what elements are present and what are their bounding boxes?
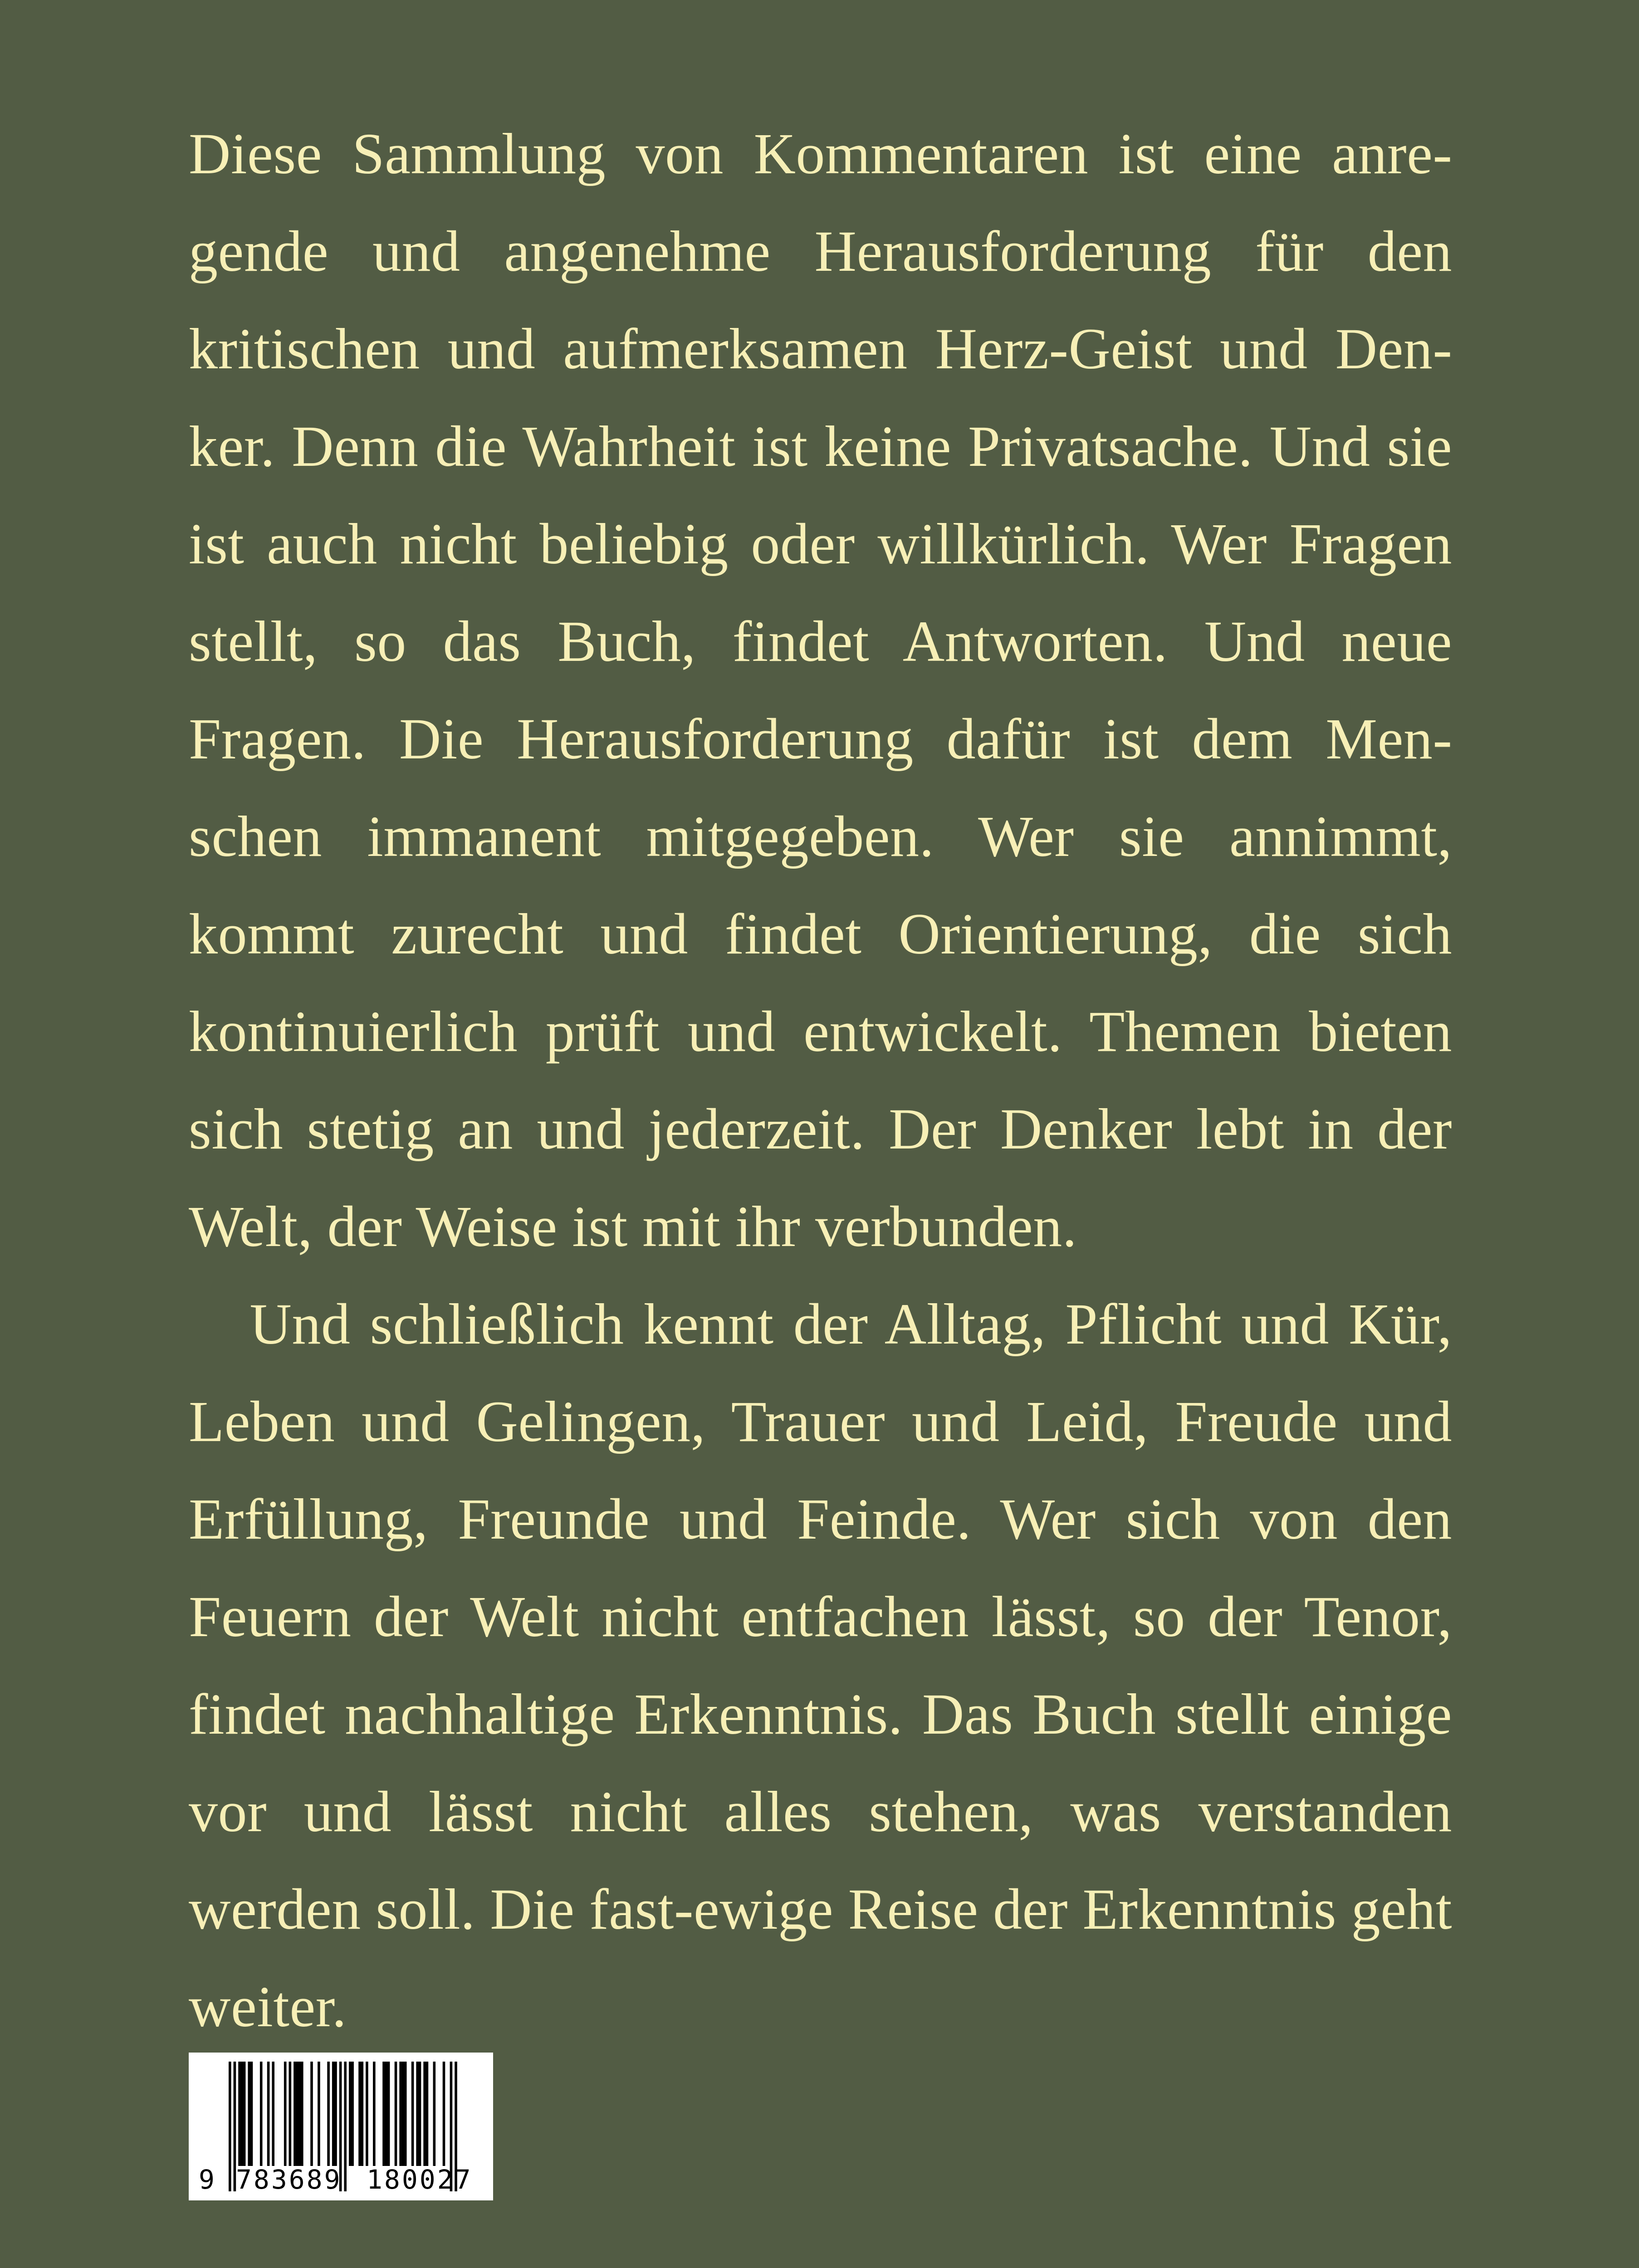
- barcode-bar-10: [284, 2062, 287, 2166]
- blurb-paragraph-2: Und schließlich kennt der Alltag, Pflicht und Kür, Leben und Gelingen, Trauer und Leid, Freude und Erfüllung, Freunde und Feinde. Wer sich von den Feuern der Welt nicht entfachen lässt, so der Tenor, findet nachhaltige Erkenntnis. Das Buch stellt einige vor und lässt nicht alles stehen, was verstanden werden soll. Die fast-ewige Reise der Erkenntnis geht weiter.: [189, 1292, 1452, 2039]
- barcode-bar-34: [402, 2062, 405, 2166]
- barcode-bar-33: [399, 2062, 402, 2166]
- barcode-bar-29: [382, 2062, 385, 2166]
- barcode-bar-42: [443, 2062, 445, 2166]
- barcode-bar-3: [241, 2062, 244, 2166]
- barcode-bar-38: [419, 2062, 421, 2166]
- barcode-bar-5: [248, 2062, 250, 2166]
- barcode-bar-11: [289, 2062, 292, 2166]
- barcode-bar-32: [395, 2062, 397, 2166]
- isbn-right-group: 180027: [367, 2164, 473, 2195]
- barcode-bar-26: [361, 2062, 364, 2166]
- barcode-bar-16: [310, 2062, 313, 2166]
- barcode-bar-17: [318, 2062, 320, 2166]
- barcode-bar-4: [243, 2062, 246, 2166]
- isbn-barcode: [189, 2053, 493, 2200]
- barcode-bar-23: [349, 2062, 352, 2166]
- barcode-bar-0: [229, 2062, 231, 2191]
- barcode-bar-37: [416, 2062, 419, 2166]
- barcode-bar-30: [385, 2062, 388, 2166]
- barcode-bar-19: [332, 2062, 335, 2166]
- barcode-bar-6: [250, 2062, 253, 2166]
- barcode-bar-7: [260, 2062, 263, 2166]
- barcode-bar-25: [358, 2062, 361, 2166]
- isbn-lead-digit: 9: [199, 2164, 216, 2195]
- barcode-bar-31: [387, 2062, 390, 2166]
- barcode-bar-22: [344, 2062, 347, 2191]
- barcode-bar-35: [404, 2062, 407, 2166]
- barcode-bar-2: [238, 2062, 241, 2166]
- barcode-bar-14: [298, 2062, 301, 2166]
- barcode-bar-40: [426, 2062, 429, 2166]
- barcode-bar-20: [334, 2062, 337, 2166]
- barcode-bar-28: [373, 2062, 376, 2166]
- barcode-bar-18: [327, 2062, 330, 2166]
- isbn-left-group: 783689: [236, 2164, 342, 2195]
- barcode-bar-39: [423, 2062, 426, 2166]
- barcode-bar-36: [411, 2062, 414, 2166]
- barcode-bar-24: [351, 2062, 354, 2166]
- blurb-paragraph-1: Diese Sammlung von Kommentaren ist eine anregende und angenehme Herausforderung für den kritischen und aufmerksamen Herz-Geist und Denker. Denn die Wahrheit ist keine Privatsache. Und sie ist auch nicht beliebig oder willkürlich. Wer Fragen stellt, so das Buch, findet Antworten. Und neue Fragen. Die Herausforderung dafür ist dem Menschen immanent mitgegeben. Wer sie annimmt, kommt zurecht und findet Orientierung, die sich kontinuierlich prüft und entwickelt. Themen bieten sich stetig an und jederzeit. Der Denker lebt in der Welt, der Weise ist mit ihr verbunden.: [189, 122, 1452, 1259]
- barcode-bar-12: [294, 2062, 296, 2166]
- barcode-bar-27: [366, 2062, 368, 2166]
- barcode-bar-13: [296, 2062, 298, 2166]
- barcode-bar-41: [433, 2062, 436, 2166]
- blurb-text: [189, 105, 1452, 2056]
- barcode-bar-15: [301, 2062, 303, 2166]
- barcode-bar-9: [272, 2062, 274, 2166]
- barcode-bar-8: [267, 2062, 270, 2166]
